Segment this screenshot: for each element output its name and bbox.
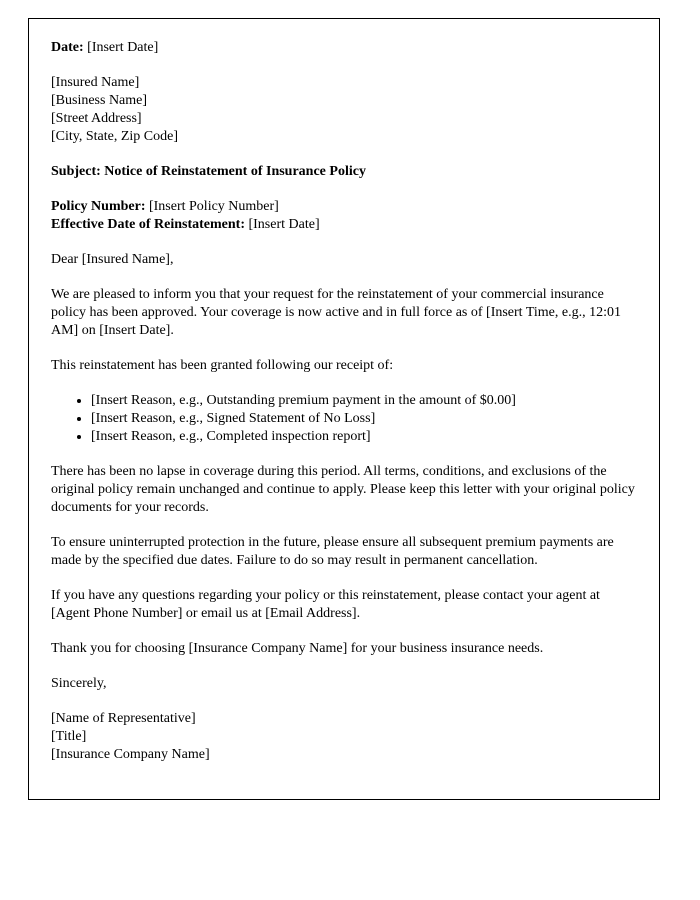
signature-title: [Title] [51,729,87,744]
paragraph-receipt-intro: This reinstatement has been granted following our receipt of: [51,358,394,373]
signature-block [51,710,637,764]
recipient-name: [Insured Name] [51,75,140,90]
paragraph-no-lapse: There has been no lapse in coverage during this period. All terms, conditions, and exclusions of the original policy remain unchanged and continue to apply. Please keep this letter with your original policy documents for your records. [51,464,635,515]
reason-item: • [Insert Reason, e.g., Completed inspection report] [91,428,637,446]
signature-name: [Name of Representative] [51,711,196,726]
date-label: Date: [51,40,84,55]
effective-date-value: [Insert Date] [248,217,320,232]
reasons-list [51,392,637,446]
date-line [51,39,637,57]
subject-line: Subject: Notice of Reinstatement of Insurance Policy [51,164,366,179]
policy-number-line [51,198,637,216]
recipient-business: [Business Name] [51,93,148,108]
policy-number-label: Policy Number: [51,199,146,214]
paragraph-approval: We are pleased to inform you that your request for the reinstatement of your commercial insurance policy has been approved. Your coverage is now active and in full force as of [Insert Time, e.g., 12:01 AM] on [Insert Date]. [51,287,621,338]
paragraph-thanks: Thank you for choosing [Insurance Company Name] for your business insurance needs. [51,641,544,656]
reason-item: • [Insert Reason, e.g., Outstanding premium payment in the amount of $0.00] [91,392,637,410]
signature-company: [Insurance Company Name] [51,747,210,762]
recipient-street: [Street Address] [51,111,142,126]
salutation: Dear [Insured Name], [51,252,174,267]
paragraph-contact: If you have any questions regarding your policy or this reinstatement, please contact your agent at [Agent Phone Number] or email us at [Email Address]. [51,588,600,621]
letter-page [28,18,660,800]
reason-item: • [Insert Reason, e.g., Signed Statement of No Loss] [91,410,637,428]
date-value: [Insert Date] [87,40,159,55]
policy-info-block [51,198,637,234]
recipient-city-state-zip: [City, State, Zip Code] [51,129,179,144]
effective-date-label: Effective Date of Reinstatement: [51,217,245,232]
paragraph-future-payments: To ensure uninterrupted protection in the future, please ensure all subsequent premium payments are made by the specified due dates. Failure to do so may result in permanent cancellation. [51,535,614,568]
effective-date-line [51,216,637,234]
policy-number-value: [Insert Policy Number] [148,199,279,214]
closing: Sincerely, [51,676,107,691]
recipient-block [51,74,637,146]
